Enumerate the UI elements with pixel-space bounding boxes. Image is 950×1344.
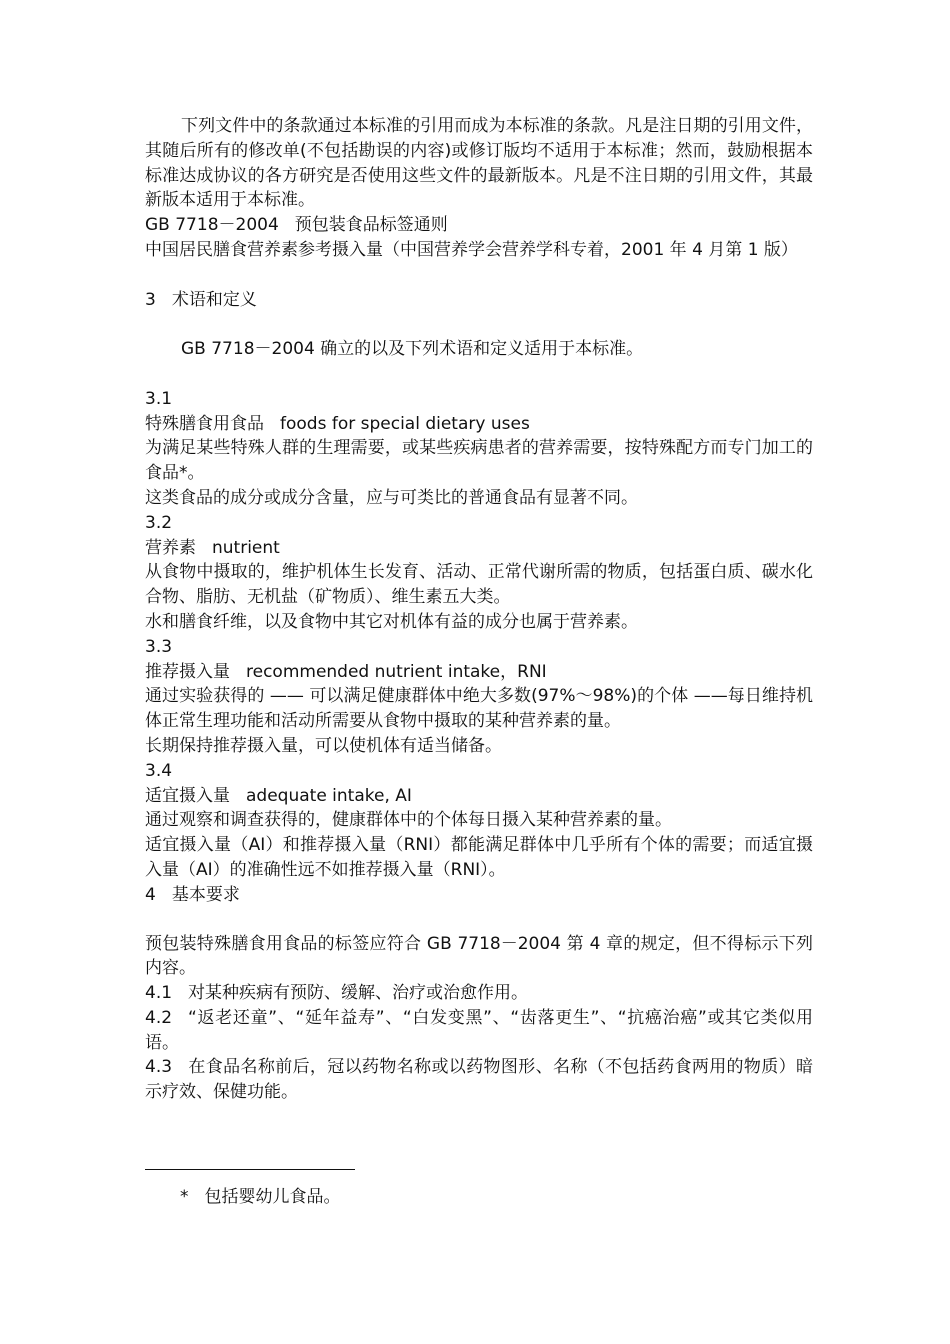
term-3-3-title: 推荐摄入量 recommended nutrient intake，RNI: [145, 661, 547, 682]
section-3-intro: GB 7718－2004 确立的以及下列术语和定义适用于本标准。: [181, 339, 644, 360]
reference-gb7718: [145, 213, 813, 238]
term-3-3-number: 3.3: [145, 636, 173, 657]
section-4-intro: 预包装特殊膳食用食品的标签应符合 GB 7718－2004 第 4 章的规定，但不得标示下列内容。: [145, 933, 813, 979]
term-3-3-note: 长期保持推荐摄入量，可以使机体有适当储备。: [145, 735, 502, 756]
reference-code: GB 7718－2004: [145, 215, 279, 236]
term-3-3-definition: 通过实验获得的 —— 可以满足健康群体中绝大多数(97%～98%)的个体 ——每日维持机体正常生理功能和活动所需要从食物中摄取的某种营养素的量。: [145, 686, 813, 732]
term-3-2-title: 营养素 nutrient: [145, 537, 280, 558]
footnote-text: 包括婴幼儿食品。: [204, 1187, 341, 1207]
term-3-1-number: 3.1: [145, 388, 173, 409]
term-3-2-number: 3.2: [145, 512, 173, 533]
term-3-1-note: 这类食品的成分或成分含量，应与可类比的普通食品有显著不同。: [145, 487, 638, 508]
term-3-2-note: 水和膳食纤维，以及食物中其它对机体有益的成分也属于营养素。: [145, 611, 638, 632]
clause-4-3: 4.3 在食品名称前后，冠以药物名称或以药物图形、名称（不包括药食两用的物质）暗示疗效、保健功能。: [145, 1057, 813, 1103]
term-3-1-title: 特殊膳食用食品 foods for special dietary uses: [145, 413, 530, 434]
section-4-heading: 4 基本要求: [145, 884, 240, 905]
reference-title: 预包装食品标签通则: [294, 215, 448, 236]
footnote-separator: [145, 1169, 355, 1170]
section-3-heading: 3 术语和定义: [145, 289, 257, 310]
term-3-4-number: 3.4: [145, 760, 173, 781]
intro-paragraph: 下列文件中的条款通过本标准的引用而成为本标准的条款。凡是注日期的引用文件，其随后所有的修改单(不包括勘误的内容)或修订版均不适用于本标准；然而，鼓励根据本标准达成协议的各方研究是否使用这些文件的最新版本。凡是不注日期的引用文件，其最新版本适用于本标准。: [145, 116, 813, 211]
term-3-2-definition: 从食物中摄取的，维护机体生长发育、活动、正常代谢所需的物质，包括蛋白质、碳水化合物、脂肪、无机盐（矿物质）、维生素五大类。: [145, 562, 813, 608]
footnote: [180, 1185, 341, 1209]
term-3-1-definition: 为满足某些特殊人群的生理需要，或某些疾病患者的营养需要，按特殊配方而专门加工的食品*。: [145, 438, 813, 484]
term-3-4-definition: 通过观察和调查获得的，健康群体中的个体每日摄入某种营养素的量。: [145, 810, 672, 831]
reference-dri: 中国居民膳食营养素参考摄入量（中国营养学会营养学科专着，2001 年 4 月第 1 版）: [145, 239, 798, 260]
term-3-4-title: 适宜摄入量 adequate intake, AI: [145, 785, 412, 806]
clause-4-1: 4.1 对某种疾病有预防、缓解、治疗或治愈作用。: [145, 983, 529, 1004]
clause-4-2: 4.2 “返老还童”、“延年益寿”、“白发变黑”、“齿落更生”、“抗癌治癌”或其它类似用语。: [145, 1007, 813, 1053]
document-body: [145, 114, 813, 1105]
term-3-4-note: 适宜摄入量（AI）和推荐摄入量（RNI）都能满足群体中几乎所有个体的需要；而适宜摄入量（AI）的准确性远不如推荐摄入量（RNI）。: [145, 835, 813, 880]
footnote-marker: *: [180, 1187, 189, 1207]
